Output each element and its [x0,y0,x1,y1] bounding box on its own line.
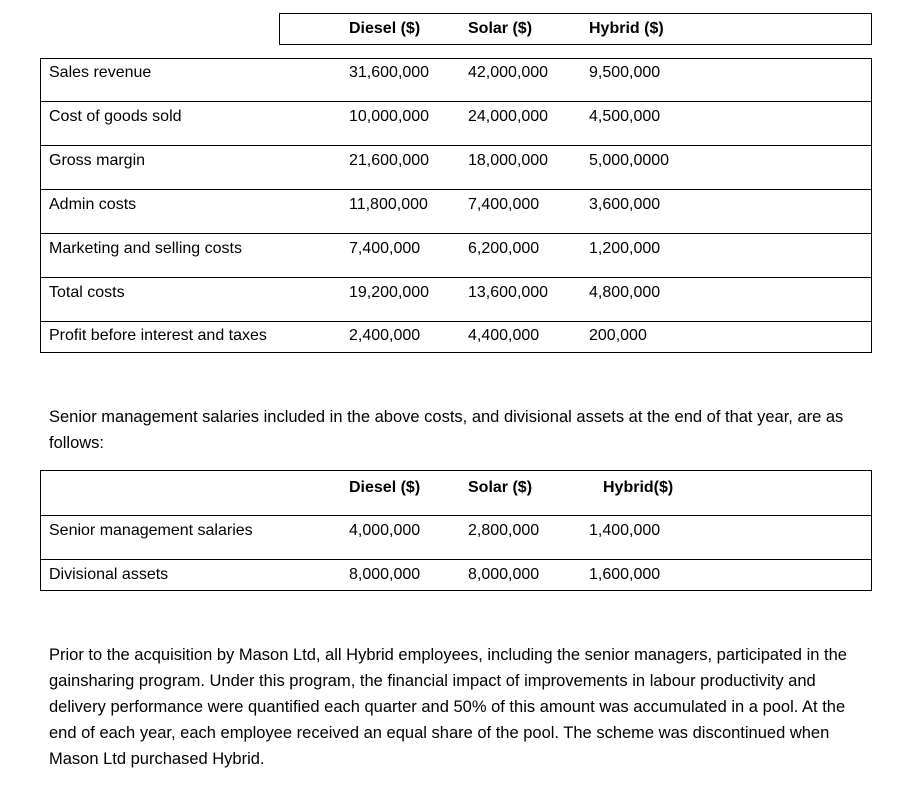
table1-header-hybrid: Hybrid ($) [589,20,664,37]
table1-header-solar: Solar ($) [468,20,533,37]
cell-solar: 6,200,000 [468,240,540,257]
row-label-sales-revenue: Sales revenue [49,64,152,81]
table2-header-hybrid: Hybrid($) [603,479,674,496]
table2-header-solar: Solar ($) [468,479,533,496]
cell-diesel: 2,400,000 [349,327,421,344]
table2-divider [40,515,872,516]
cell-diesel: 11,800,000 [349,196,428,213]
cell-hybrid: 1,600,000 [589,566,661,583]
row-label-cost-of-goods-sold: Cost of goods sold [49,108,182,125]
cell-solar: 8,000,000 [468,566,540,583]
cell-solar: 4,400,000 [468,327,540,344]
cell-hybrid: 3,600,000 [589,196,661,213]
cell-diesel: 10,000,000 [349,108,430,125]
cell-solar: 42,000,000 [468,64,549,81]
cell-diesel: 31,600,000 [349,64,430,81]
cell-hybrid: 5,000,0000 [589,152,670,169]
row-label-divisional-assets: Divisional assets [49,566,169,583]
table1-header-diesel: Diesel ($) [349,20,421,37]
table1-divider [40,145,872,146]
table1-divider [40,189,872,190]
row-label-pbit: Profit before interest and taxes [49,327,267,344]
row-label-marketing-selling: Marketing and selling costs [49,240,242,257]
table1-divider [40,233,872,234]
row-label-senior-salaries: Senior management salaries [49,522,253,539]
table2-header-diesel: Diesel ($) [349,479,421,496]
row-label-gross-margin: Gross margin [49,152,146,169]
table2-divider [40,559,872,560]
closing-paragraph: Prior to the acquisition by Mason Ltd, all Hybrid employees, including the senior managers, participated in the gainsharing program. Under this program, the financial impact of improvements in labour productivity and delivery performance were quantified each quarter and 50% of this amount was accumulated in a pool. At the end of each year, each employee received an equal share of the pool. The scheme was discontinued when Mason Ltd purchased Hybrid. [49,646,847,768]
cell-hybrid: 1,200,000 [589,240,661,257]
cell-hybrid: 1,400,000 [589,522,661,539]
cell-hybrid: 4,500,000 [589,108,661,125]
table1-divider [40,277,872,278]
intro-paragraph: Senior management salaries included in the above costs, and divisional assets at the end of that year, are as follows: [49,408,844,452]
cell-hybrid: 9,500,000 [589,64,661,81]
cell-diesel: 4,000,000 [349,522,421,539]
cell-diesel: 8,000,000 [349,566,421,583]
row-label-total-costs: Total costs [49,284,125,301]
cell-solar: 18,000,000 [468,152,549,169]
cell-solar: 2,800,000 [468,522,540,539]
table1-divider [40,101,872,102]
cell-solar: 7,400,000 [468,196,540,213]
table1-body [40,58,872,353]
cell-hybrid: 200,000 [589,327,647,344]
table1-divider [40,321,872,322]
cell-diesel: 19,200,000 [349,284,430,301]
cell-diesel: 21,600,000 [349,152,430,169]
cell-diesel: 7,400,000 [349,240,421,257]
row-label-admin-costs: Admin costs [49,196,137,213]
cell-solar: 13,600,000 [468,284,549,301]
cell-solar: 24,000,000 [468,108,549,125]
cell-hybrid: 4,800,000 [589,284,661,301]
